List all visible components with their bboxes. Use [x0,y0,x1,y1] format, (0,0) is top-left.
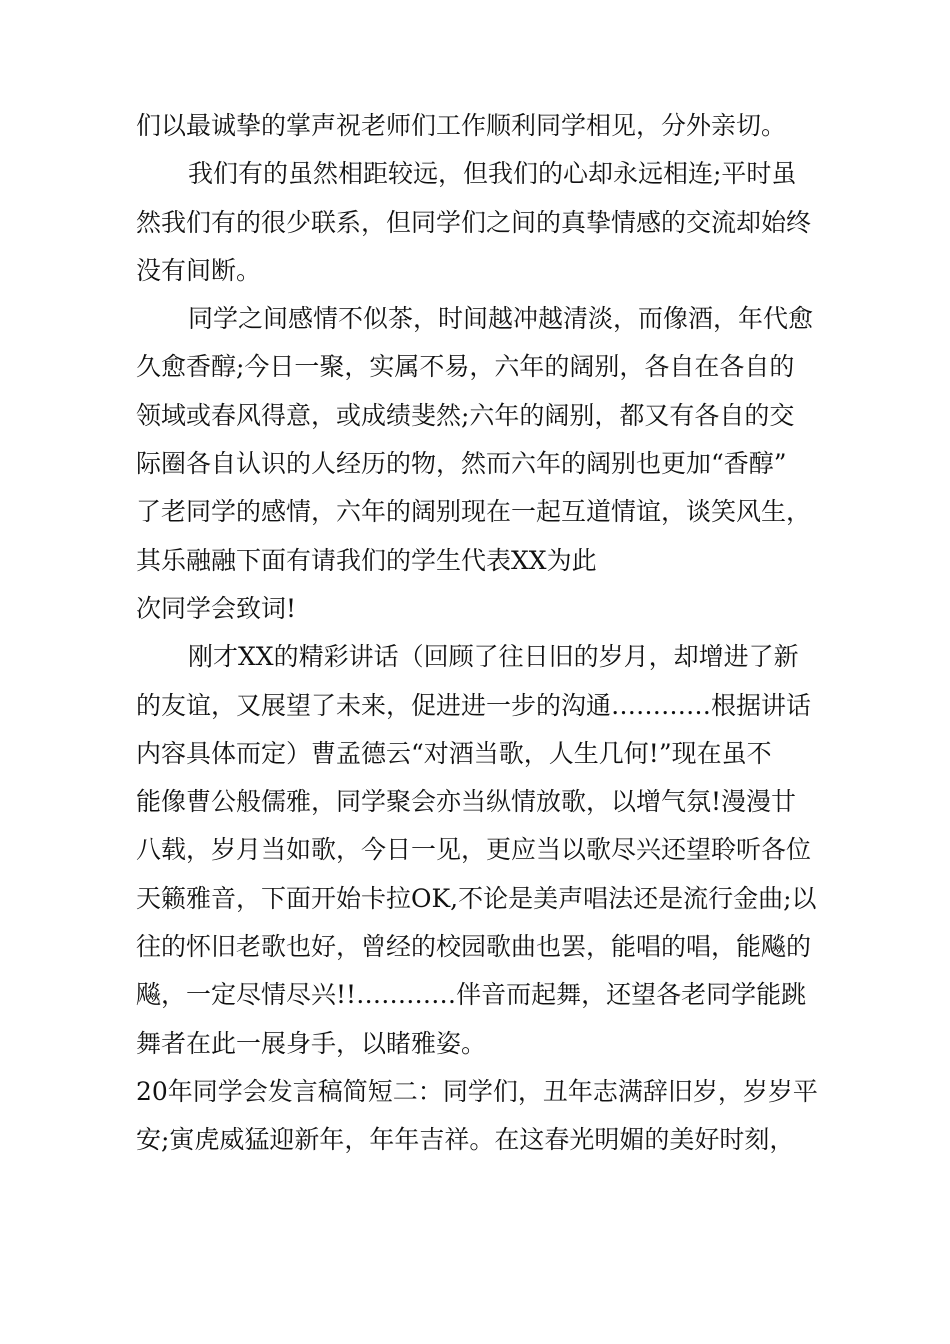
text-line: 没有间断。 [136,255,262,285]
text-line: 次同学会致词! [136,593,297,623]
text-line: 领域或春风得意，或成绩斐然;六年的阔别，都又有各自的交 [136,400,795,430]
paragraph-start-line: 刚才XX的精彩讲话（回顾了往日旧的岁月，却增进了新 [188,642,799,672]
text-line: 舞者在此一展身手，以睹雅姿。 [136,1028,487,1058]
paragraph-start-line: 我们有的虽然相距较远，但我们的心却永远相连;平时虽 [188,159,797,189]
text-line: 能像曹公般儒雅，同学聚会亦当纵情放歌，以增气氛!漫漫廿 [136,787,797,817]
text-line: 安;寅虎威猛迎新年，年年吉祥。在这春光明媚的美好时刻， [136,1125,795,1155]
text-line: 了老同学的感情，六年的阔别现在一起互道情谊，谈笑风生， [136,497,812,527]
text-line: 内容具体而定）曹孟德云“对酒当歌，人生几何!”现在虽不 [136,738,772,768]
document-body [136,102,836,1165]
text-line: 久愈香醇;今日一聚，实属不易，六年的阔别，各自在各自的 [136,352,795,382]
paragraph-start-line: 同学之间感情不似茶，时间越冲越清淡，而像酒，年代愈 [188,304,814,334]
text-line: 往的怀旧老歌也好，曾经的校园歌曲也罢，能唱的唱，能飚的 [136,932,812,962]
text-line: 天籁雅音，下面开始卡拉OK,不论是美声唱法还是流行金曲;以 [136,883,817,913]
text-line: 飚，一定尽情尽兴!!…………伴音而起舞，还望各老同学能跳 [136,980,807,1010]
text-line: 们以最诚挚的掌声祝老师们工作顺利同学相见，分外亲切。 [136,111,787,140]
text-line: 际圈各自认识的人经历的物，然而六年的阔别也更加“香醇” [136,449,787,479]
text-line: 其乐融融下面有请我们的学生代表XX为此 [136,545,597,575]
text-line: 的友谊，又展望了未来，促进进一步的沟通…………根据讲话 [136,690,812,720]
text-line: 20年同学会发言稿简短二：同学们，丑年志满辞旧岁，岁岁平 [136,1076,818,1106]
text-line: 八载，岁月当如歌，今日一见，更应当以歌尽兴还望聆听各位 [136,835,812,865]
text-line: 然我们有的很少联系，但同学们之间的真挚情感的交流却始终 [136,207,812,237]
